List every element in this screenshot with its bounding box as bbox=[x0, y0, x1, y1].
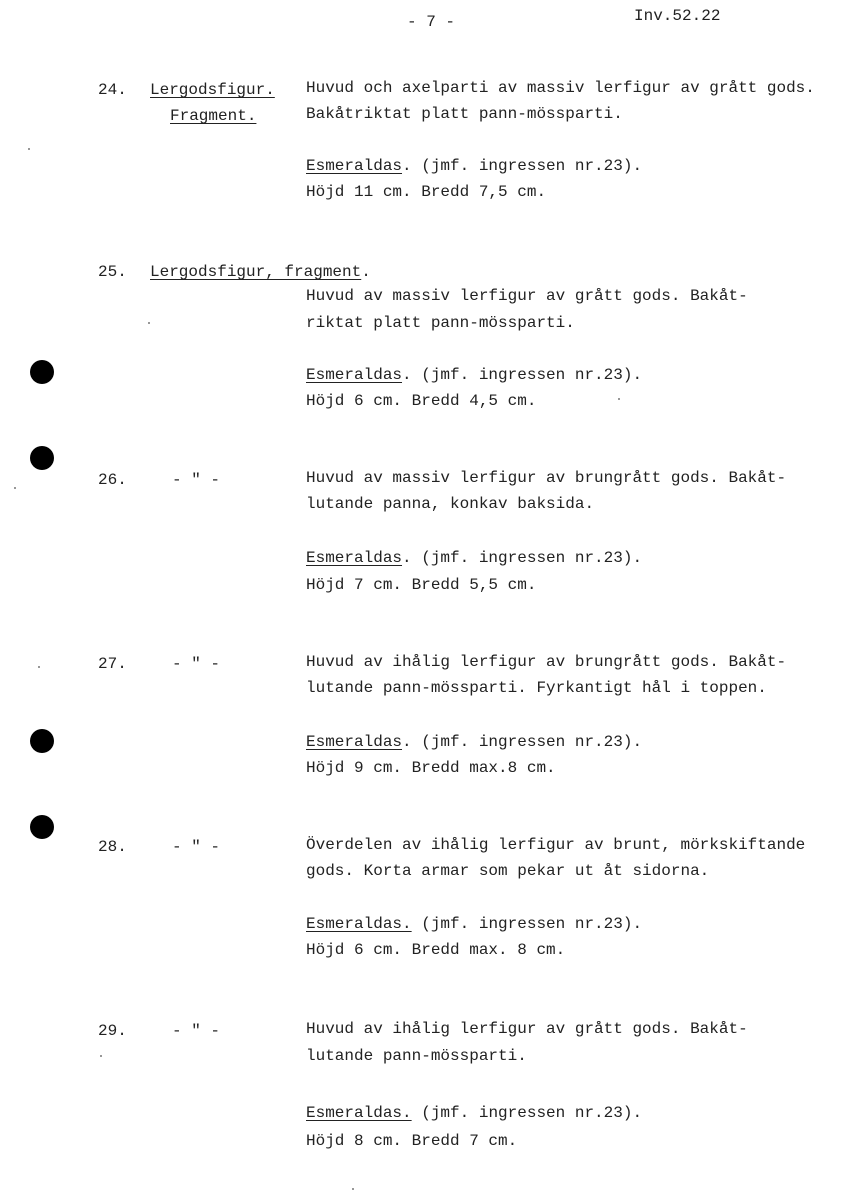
entry-measurements: Höjd 9 cm. Bredd max.8 cm. bbox=[306, 759, 556, 777]
entry-description: gods. Korta armar som pekar ut åt sidorna. bbox=[306, 862, 710, 880]
entry-description: Huvud av ihålig lerfigur av brungrått gods. Bakåt- bbox=[306, 653, 787, 671]
entry-measurements: Höjd 6 cm. Bredd max. 8 cm. bbox=[306, 941, 566, 959]
scan-speck bbox=[14, 487, 16, 489]
entry-description: Överdelen av ihålig lerfigur av brunt, mörkskiftande bbox=[306, 836, 806, 854]
site-name: Esmeraldas bbox=[306, 157, 403, 175]
scan-speck bbox=[100, 1055, 102, 1057]
entry-label-period: . bbox=[361, 263, 371, 281]
entry-description: Bakåtriktat platt pann-mössparti. bbox=[306, 105, 623, 123]
site-name: Esmeraldas. bbox=[306, 1104, 412, 1122]
site-name: Esmeraldas bbox=[306, 733, 403, 751]
entry-provenance bbox=[306, 1103, 642, 1123]
scan-speck bbox=[148, 322, 150, 324]
entry-measurements: Höjd 11 cm. Bredd 7,5 cm. bbox=[306, 183, 547, 201]
entry-label-text: Lergodsfigur, fragment bbox=[150, 263, 362, 281]
site-name: Esmeraldas bbox=[306, 366, 403, 384]
entry-description: lutande panna, konkav baksida. bbox=[306, 495, 595, 513]
entry-provenance bbox=[306, 548, 642, 568]
entry-measurements: Höjd 8 cm. Bredd 7 cm. bbox=[306, 1132, 518, 1150]
punch-hole bbox=[30, 446, 54, 470]
reference: (jmf. ingressen nr.23). bbox=[411, 915, 643, 933]
entry-provenance bbox=[306, 732, 642, 752]
scan-speck bbox=[618, 398, 620, 400]
ditto-mark: - " - bbox=[172, 1022, 221, 1040]
entry-number: 24. bbox=[98, 81, 127, 99]
punch-hole bbox=[30, 729, 54, 753]
ditto-mark: - " - bbox=[172, 655, 221, 673]
reference: (jmf. ingressen nr.23). bbox=[411, 1104, 643, 1122]
entry-description: Huvud och axelparti av massiv lerfigur av grått gods. bbox=[306, 79, 815, 97]
ditto-mark: - " - bbox=[172, 471, 221, 489]
page-number: - 7 - bbox=[407, 13, 456, 31]
entry-description: Huvud av massiv lerfigur av brungrått gods. Bakåt- bbox=[306, 469, 787, 487]
entry-provenance bbox=[306, 914, 642, 934]
inventory-number: Inv.52.22 bbox=[634, 7, 721, 25]
scan-speck bbox=[28, 148, 30, 150]
entry-number: 26. bbox=[98, 471, 127, 489]
entry-number: 27. bbox=[98, 655, 127, 673]
entry-description: riktat platt pann-mössparti. bbox=[306, 314, 575, 332]
entry-number: 25. bbox=[98, 263, 127, 281]
reference: . (jmf. ingressen nr.23). bbox=[402, 549, 643, 567]
entry-measurements: Höjd 6 cm. Bredd 4,5 cm. bbox=[306, 392, 537, 410]
site-name: Esmeraldas. bbox=[306, 915, 412, 933]
reference: . (jmf. ingressen nr.23). bbox=[402, 157, 643, 175]
punch-hole bbox=[30, 360, 54, 384]
site-name: Esmeraldas bbox=[306, 549, 403, 567]
entry-label: Lergodsfigur. bbox=[150, 81, 275, 99]
entry-number: 29. bbox=[98, 1022, 127, 1040]
entry-description: lutande pann-mössparti. bbox=[306, 1047, 527, 1065]
scan-speck bbox=[38, 666, 40, 668]
entry-label-continuation: Fragment. bbox=[170, 107, 257, 125]
entry-number: 28. bbox=[98, 838, 127, 856]
scan-speck bbox=[352, 1188, 354, 1190]
entry-description: lutande pann-mössparti. Fyrkantigt hål i toppen. bbox=[306, 679, 767, 697]
punch-hole bbox=[30, 815, 54, 839]
reference: . (jmf. ingressen nr.23). bbox=[402, 366, 643, 384]
entry-label bbox=[150, 262, 371, 282]
ditto-mark: - " - bbox=[172, 838, 221, 856]
entry-description: Huvud av ihålig lerfigur av grått gods. Bakåt- bbox=[306, 1020, 748, 1038]
entry-measurements: Höjd 7 cm. Bredd 5,5 cm. bbox=[306, 576, 537, 594]
entry-provenance bbox=[306, 365, 642, 385]
reference: . (jmf. ingressen nr.23). bbox=[402, 733, 643, 751]
entry-description: Huvud av massiv lerfigur av grått gods. Bakåt- bbox=[306, 287, 748, 305]
entry-provenance bbox=[306, 156, 642, 176]
